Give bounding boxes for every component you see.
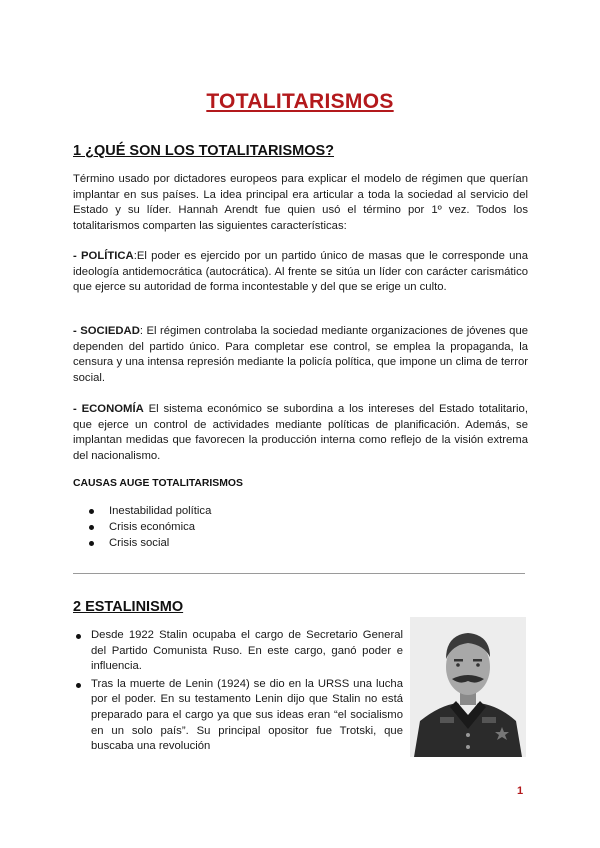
portrait-illustration xyxy=(410,617,526,757)
section-divider xyxy=(73,573,525,574)
causes-heading: CAUSAS AUGE TOTALITARISMOS xyxy=(73,478,243,489)
section-2-heading: 2 ESTALINISMO xyxy=(73,599,184,615)
section-1-heading: 1 ¿QUÉ SON LOS TOTALITARISMOS? xyxy=(73,143,335,159)
economia-paragraph xyxy=(73,402,528,464)
politica-label: - POLÍTICA xyxy=(73,250,134,262)
economia-label: - ECONOMÍA xyxy=(73,403,144,415)
list-item xyxy=(73,503,211,519)
list-item-text: Desde 1922 Stalin ocupaba el cargo de Secretario General del Partido Comunista Ruso. En este cargo, ganó poder e influencia. xyxy=(91,629,403,673)
list-item xyxy=(73,677,403,755)
list-item-text: Inestabilidad política xyxy=(109,505,212,517)
bullet-icon xyxy=(76,683,81,688)
economia-text: El sistema económico se subordina a los intereses del Estado totalitario, que ejerce un control de actividades mediante políticas de planificación. Además, se implantan medidas que favorecen la producción interna como reflejo de la visión extrema del nacionalismo. xyxy=(73,403,528,462)
list-item-text: Crisis social xyxy=(109,537,170,549)
list-item xyxy=(73,535,211,551)
politica-paragraph xyxy=(73,249,528,296)
bullet-icon xyxy=(89,541,94,546)
stalinism-list xyxy=(73,628,403,757)
sociedad-label: - SOCIEDAD xyxy=(73,325,140,337)
list-item xyxy=(73,519,211,535)
sociedad-paragraph xyxy=(73,324,528,386)
bullet-icon xyxy=(76,634,81,639)
page-number: 1 xyxy=(517,785,524,797)
section-1-intro: Término usado por dictadores europeos para explicar el modelo de régimen que querían implantar en sus países. La idea principal era articular a toda la sociedad al servicio del Estado y su líder. Hannah Arendt fue quien usó el término por 1º vez. Todos los totalitarismos comparten las siguientes características: xyxy=(73,173,528,232)
list-item xyxy=(73,628,403,675)
list-item-text: Tras la muerte de Lenin (1924) se dio en la URSS una lucha por el poder. En su testamento Lenin dijo que Stalin no está preparado para el cargo ya que sus ideas eran “el socialismo en un solo país”. Su principal opositor fue Trotski, que buscaba una revolución xyxy=(91,677,403,753)
sociedad-text: : El régimen controlaba la sociedad mediante organizaciones de jóvenes que dependen del partido único. Para completar ese control, se emplea la propaganda, la censura y una intensa represión mediante la policía política, que impone un clima de terror social. xyxy=(73,325,529,384)
list-item-text: Crisis económica xyxy=(109,521,196,533)
bullet-icon xyxy=(89,525,94,530)
stalin-portrait-image xyxy=(410,617,526,757)
document-title: TOTALITARISMOS xyxy=(206,90,394,113)
bullet-icon xyxy=(89,509,94,514)
causes-list xyxy=(73,503,211,551)
politica-text: :El poder es ejercido por un partido único de masas que le corresponde una ideología antidemocrática (autocrática). Al frente se sitúa un líder con carácter carismático que ejerce su autoridad de forma incontestable y del que se erige un culto. xyxy=(73,250,528,294)
